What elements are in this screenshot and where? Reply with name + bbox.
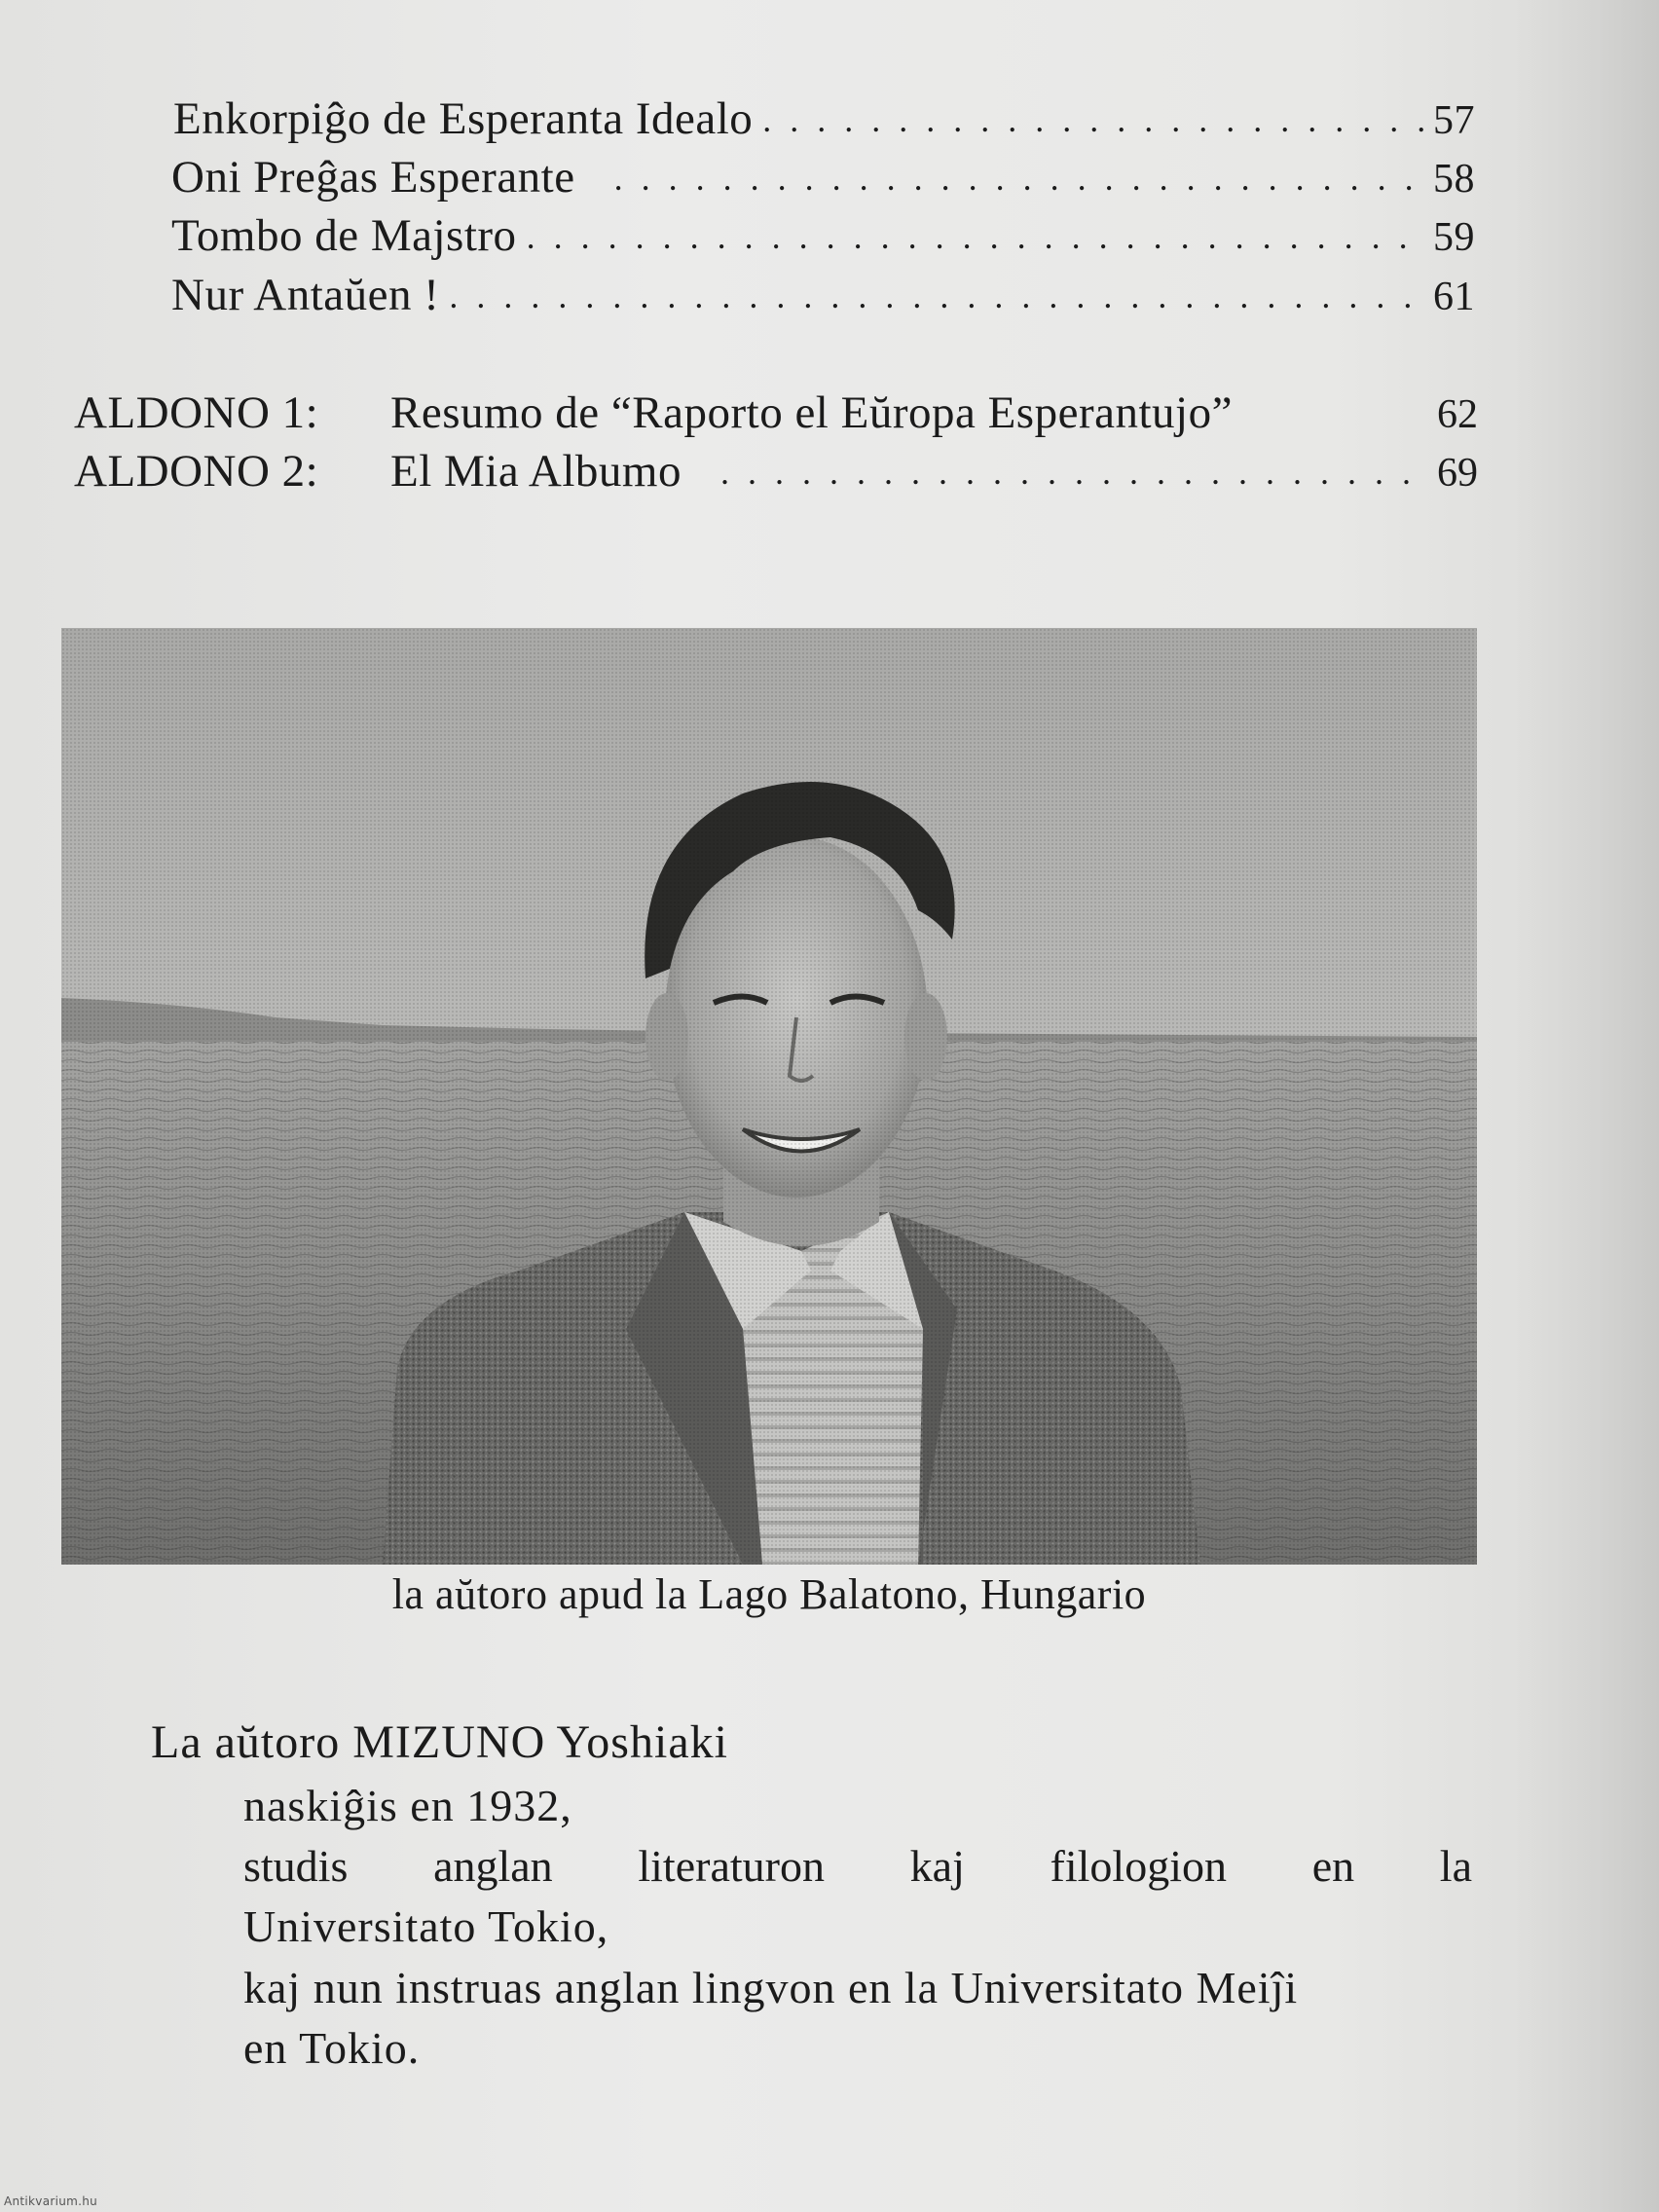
toc-entry-title: Oni Preĝas Esperante xyxy=(171,152,575,203)
appendix-label: ALDONO 2: xyxy=(74,446,319,497)
author-photo xyxy=(61,628,1477,1565)
bio-line: naskiĝis en 1932, xyxy=(243,1781,572,1830)
bio-word: en xyxy=(1311,1841,1355,1891)
bio-word: anglan xyxy=(433,1841,553,1891)
dot-leader xyxy=(449,276,1427,316)
bio-word: literaturon xyxy=(638,1841,825,1891)
toc-entry-page: 57 xyxy=(1433,98,1475,143)
dot-leader xyxy=(527,216,1427,257)
bio-line-justified xyxy=(243,1840,1472,1892)
appendix-title: El Mia Albumo xyxy=(390,446,682,497)
toc-entry xyxy=(171,151,1475,203)
appendix-entry xyxy=(74,445,1478,498)
dot-leader xyxy=(720,452,1431,493)
toc-entry xyxy=(171,269,1475,321)
bio-heading: La aŭtoro MIZUNO Yoshiaki xyxy=(151,1716,728,1768)
bio-word: filologion xyxy=(1050,1841,1227,1891)
toc-entry xyxy=(171,209,1475,262)
appendix-entry xyxy=(74,387,1478,439)
bio-word: studis xyxy=(243,1841,349,1891)
appendix-title: Resumo de “Raporto el Eŭropa Esperantujo” xyxy=(390,387,1233,438)
bio-word: la xyxy=(1439,1841,1472,1891)
bio-line: kaj nun instruas anglan lingvon en la Universitato Meiĵi xyxy=(243,1963,1299,2012)
appendix-label: ALDONO 1: xyxy=(74,387,319,438)
dot-leader xyxy=(614,158,1427,199)
photo-caption: la aŭtoro apud la Lago Balatono, Hungario xyxy=(391,1570,1147,1618)
toc-entry-title: Nur Antaŭen ! xyxy=(171,270,440,320)
toc-entry xyxy=(173,92,1475,145)
appendix-page: 62 xyxy=(1437,392,1478,437)
watermark: Antikvarium.hu xyxy=(4,2194,98,2208)
bio-word: kaj xyxy=(909,1841,965,1891)
appendix-page: 69 xyxy=(1437,451,1478,496)
page-shadow xyxy=(1513,0,1659,2212)
toc-entry-title: Tombo de Majstro xyxy=(171,210,517,261)
dot-leader xyxy=(762,99,1427,140)
toc-entry-page: 59 xyxy=(1433,215,1475,260)
toc-entry-title: Enkorpiĝo de Esperanta Idealo xyxy=(173,93,754,144)
bio-line: Universitato Tokio, xyxy=(243,1901,609,1951)
toc-entry-page: 61 xyxy=(1433,275,1475,319)
toc-entry-page: 58 xyxy=(1433,157,1475,202)
bio-line: en Tokio. xyxy=(243,2023,421,2073)
